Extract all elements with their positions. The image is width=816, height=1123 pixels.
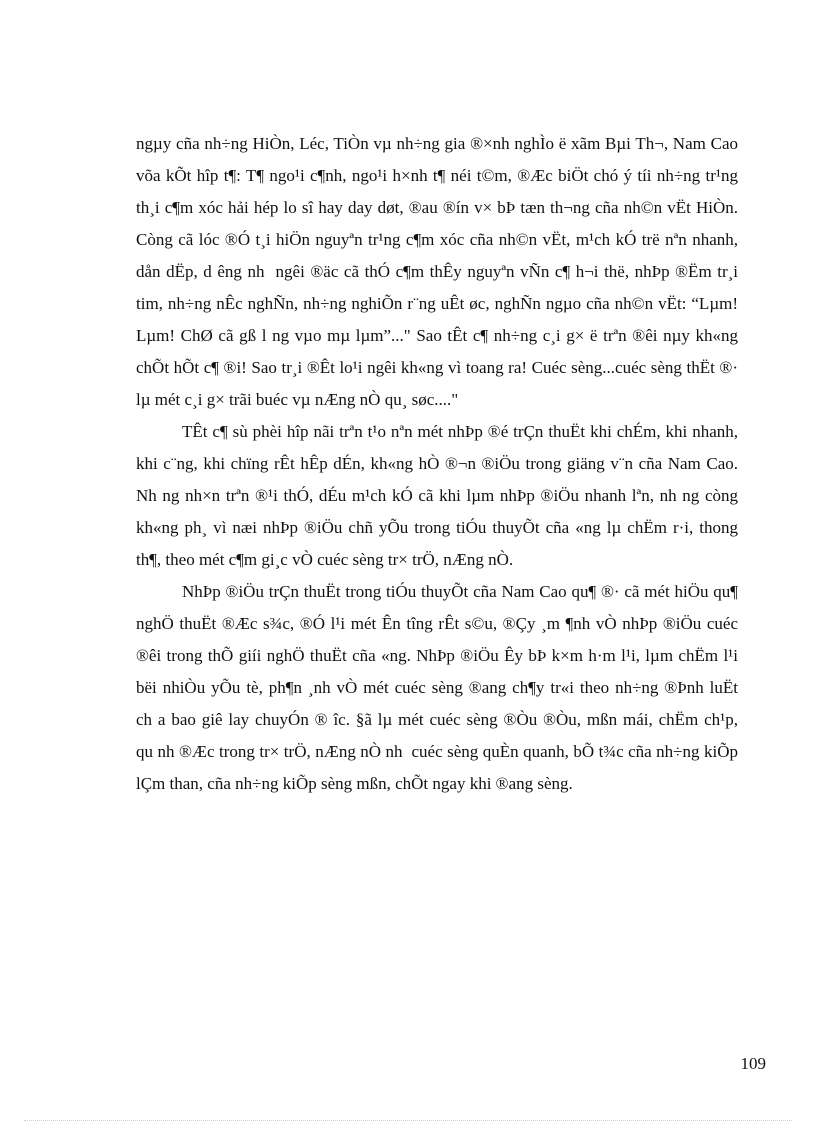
page-bottom-divider: [24, 1120, 792, 1121]
body-text: [136, 128, 738, 800]
paragraph-rhythm-combination: TÊt c¶ sù phèi hîp nãi trªn t¹o nªn mét nhÞp ®é trÇn thuËt khi chÉm, khi nhanh, khi c¨ng, khi chïng rÊt hÊp dÉn, kh«ng hÒ ®¬n ®iÖu trong giäng v¨n cña Nam Cao. Nh ng nh×n trªn ®¹i thÓ, dÉu m¹ch kÓ cã khi lµm nhÞp ®iÖu nhanh lªn, nh ng còng kh«ng ph¸ vì næi nhÞp ®iÖu chñ yÕu trong tiÓu thuyÕt cña «ng lµ chËm r·i, thong th¶, theo mét c¶m gi¸c vÒ cuéc sèng tr× trÖ, nÆng nÒ.: [136, 422, 738, 569]
paragraph-narrative-rhythm: NhÞp ®iÖu trÇn thuËt trong tiÓu thuyÕt cña Nam Cao qu¶ ®· cã mét hiÖu qu¶ nghÖ thuËt ®Æc s¾c, ®Ó l¹i mét Ên tîng rÊt s©u, ®Çy ¸m ¶nh vÒ nhÞp ®iÖu cuéc ®êi trong thÕ giíi nghÖ thuËt cña «ng. NhÞp ®iÖu Êy bÞ k×m h·m l¹i, lµm chËm l¹i bëi nhiÒu yÕu tè, ph¶n ¸nh vÒ mét cuéc sèng ®ang ch¶y tr«i theo nh÷ng ®Þnh luËt ch a bao giê lay chuyÓn ® îc. §ã lµ mét cuéc sèng ®Òu ®Òu, mßn mái, chËm ch¹p, qu nh ®Æc trong tr× trÖ, nÆng nÒ nh cuéc sèng quÈn quanh, bÕ t¾c cña nh÷ng kiÕp lÇm than, cña nh÷ng kiÕp sèng mßn, chÕt ngay khi ®ang sèng.: [136, 582, 738, 793]
page-number: 109: [740, 1054, 766, 1073]
paragraph-continuation: ngµy cña nh÷ng HiÒn, Léc, TiÒn vµ nh÷ng gia ®×nh nghÌo ë xãm Bµi Th¬, Nam Cao võa kÕt hîp t¶: T¶ ngo¹i c¶nh, ngo¹i h×nh t¶ néi t©m, ®Æc biÖt chó ý tíi nh÷ng tr¹ng th¸i c¶m xóc hải hép lo sî hay day døt, ®au ®ín v× bÞ tæn th¬ng cña nh©n vËt HiÒn. Còng cã lóc ®Ó t¸i hiÖn nguyªn tr¹ng c¶m xóc cña nh©n vËt, m¹ch kÓ trë nªn nhanh, dån dËp, d êng nh ngêi ®äc cã thÓ c¶m thÊy nguyªn vÑn c¶ h¬i thë, nhÞp ®Ëm tr¸i tim, nh÷ng nÊc nghÑn, nh÷ng nghiÕn r¨ng uÊt øc, nghÑn ngµo cña nh©n vËt: “Lµm! Lµm! ChØ cã gß l ng vµo mµ lµm”..." Sao tÊt c¶ nh÷ng c¸i g× ë trªn ®êi nµy kh«ng chÕt hÕt c¶ ®i! Sao tr¸i ®Êt lo¹i ngêi kh«ng vì toang ra! Cuéc sèng...cuéc sèng thËt ®· lµ mét c¸i g× trãi buéc vµ nÆng nÒ qu¸ søc....": [136, 134, 738, 409]
